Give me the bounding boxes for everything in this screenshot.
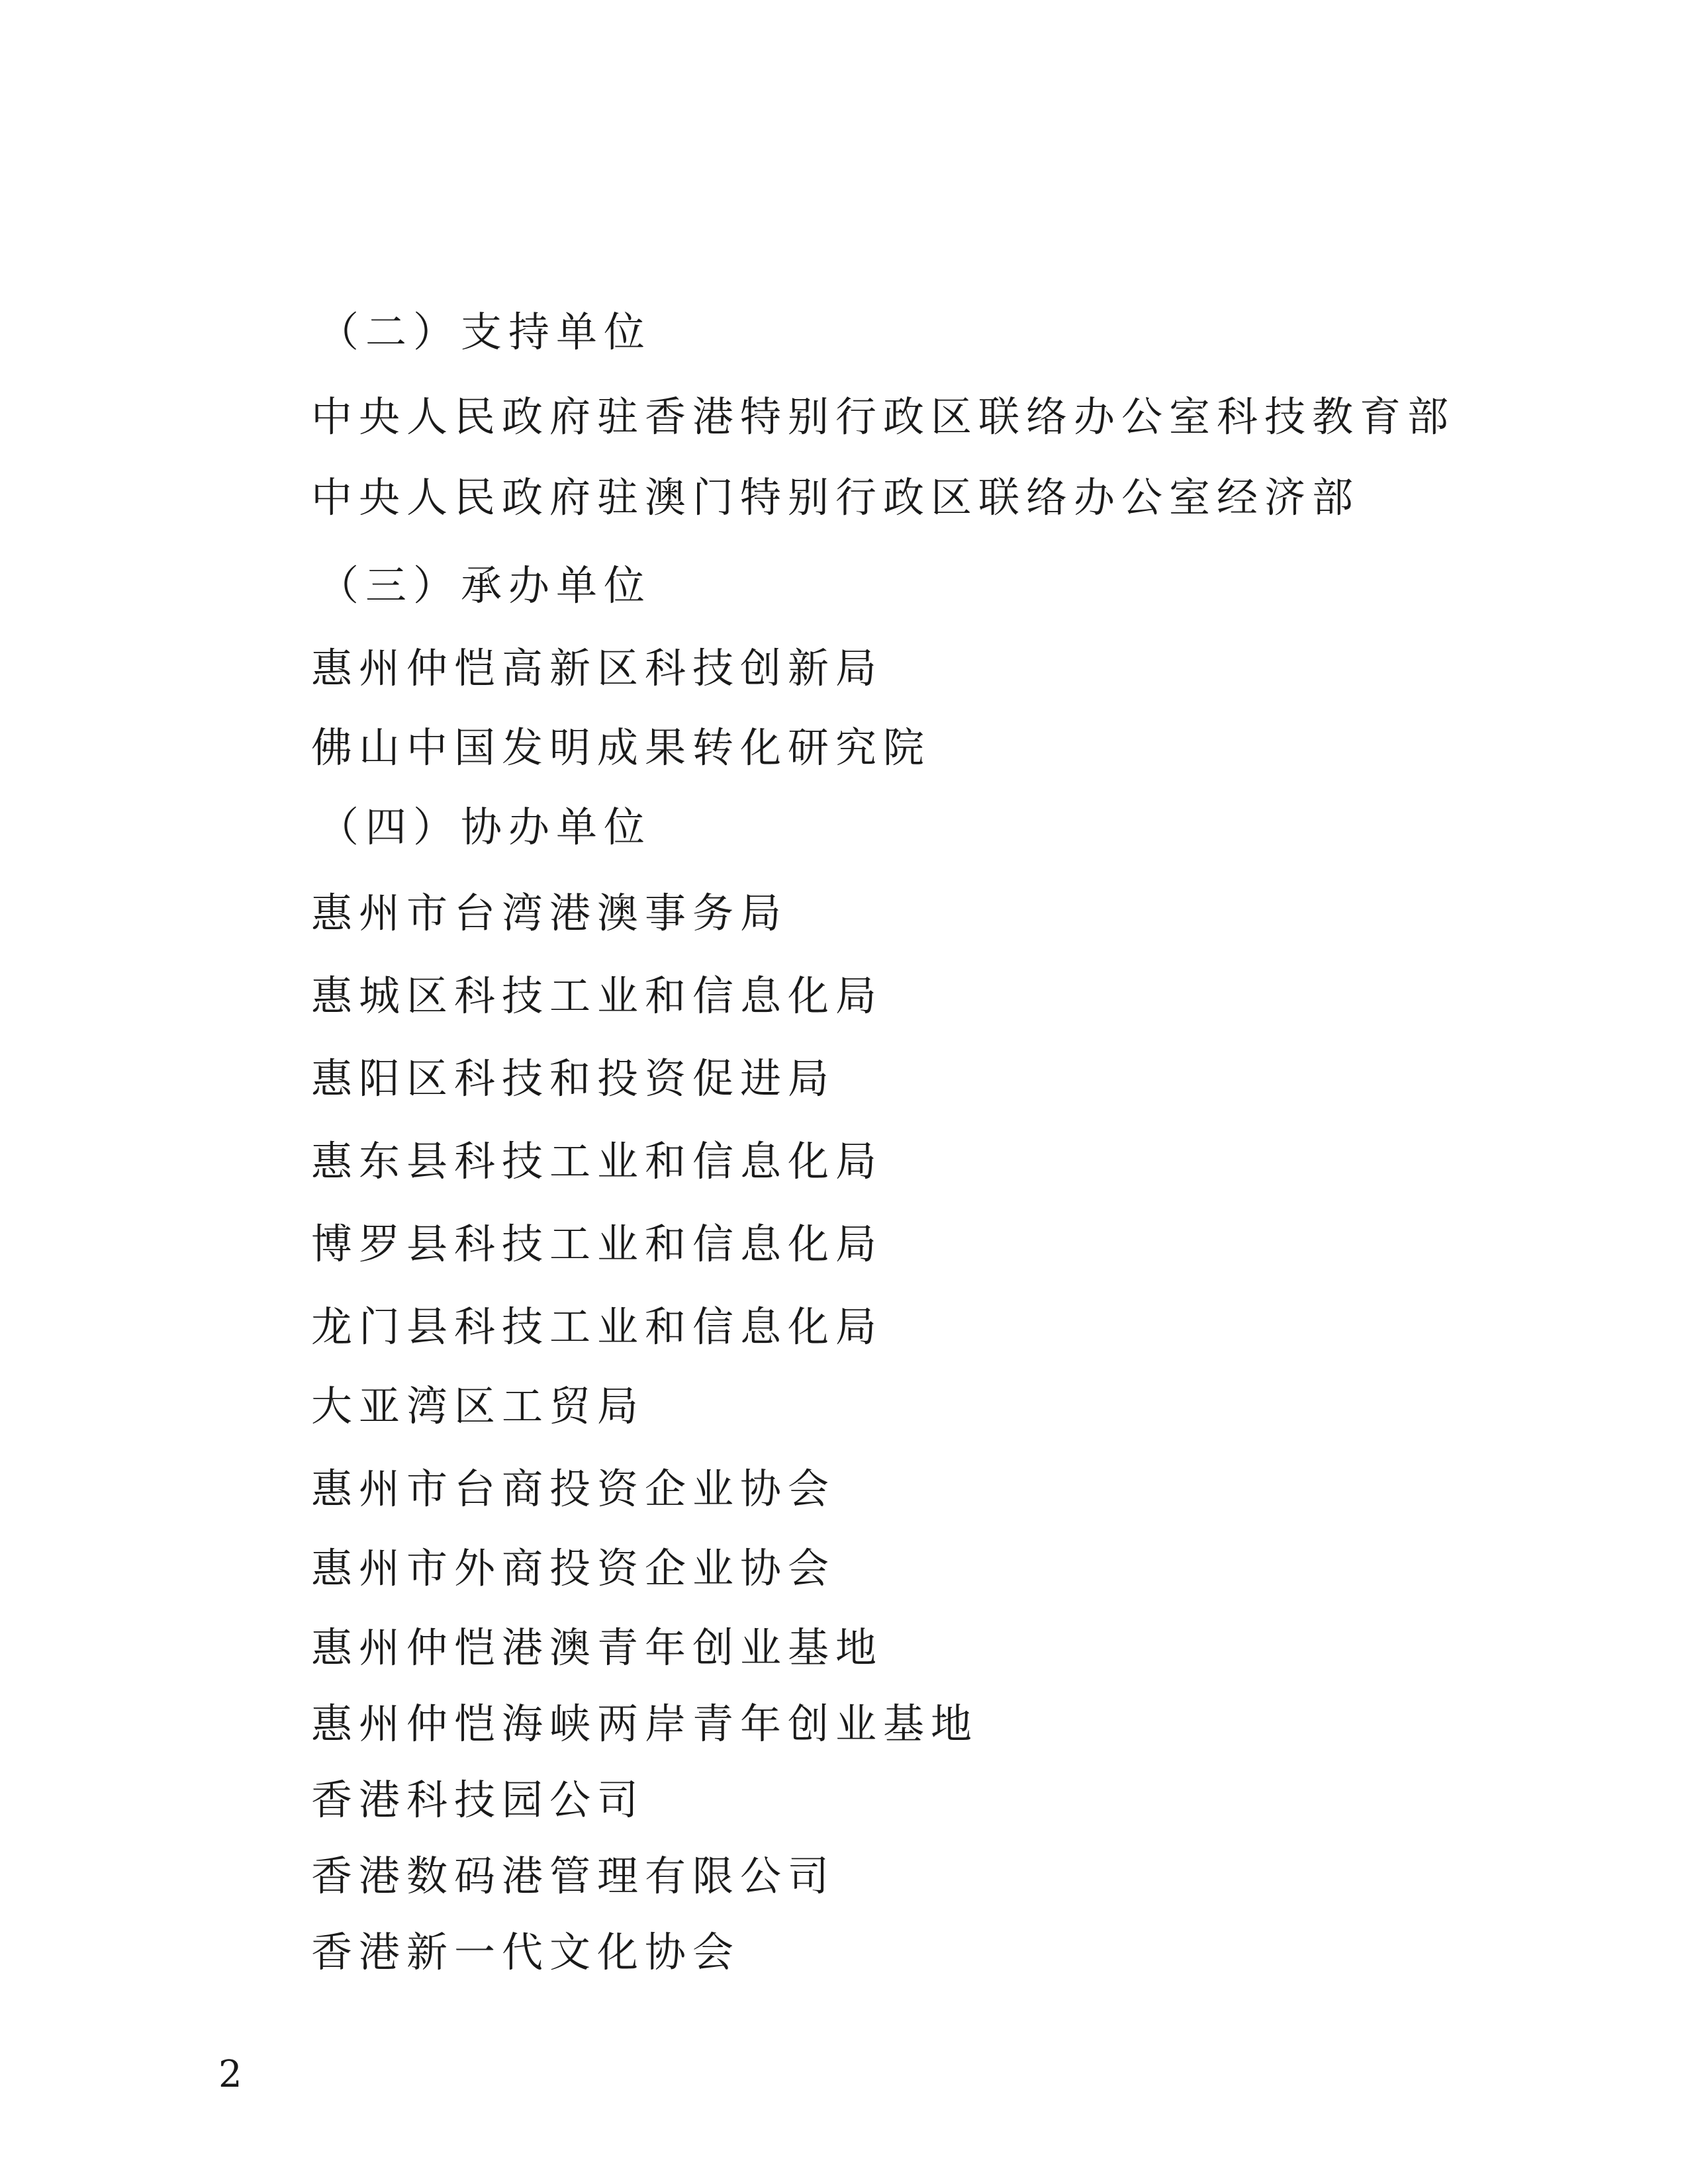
list-item: 香港新一代文化协会 xyxy=(311,1928,741,1976)
list-item: 大亚湾区工贸局 xyxy=(311,1382,645,1430)
list-item: 中央人民政府驻澳门特别行政区联络办公室经济部 xyxy=(311,473,1360,522)
list-item: 龙门县科技工业和信息化局 xyxy=(311,1302,884,1351)
list-item: 惠东县科技工业和信息化局 xyxy=(311,1137,884,1185)
list-item: 惠州市外商投资企业协会 xyxy=(311,1544,836,1592)
list-item: 惠阳区科技和投资促进局 xyxy=(311,1054,836,1103)
list-item: 佛山中国发明成果转化研究院 xyxy=(311,723,931,772)
list-item: 惠州仲恺海峡两岸青年创业基地 xyxy=(311,1700,979,1748)
list-item: 香港科技园公司 xyxy=(311,1776,645,1824)
section-heading-organizer: （三）承办单位 xyxy=(318,561,652,610)
section-heading-support: （二）支持单位 xyxy=(318,308,652,356)
page-number: 2 xyxy=(218,2053,242,2096)
list-item: 惠城区科技工业和信息化局 xyxy=(311,972,884,1020)
list-item: 博罗县科技工业和信息化局 xyxy=(311,1220,884,1268)
list-item: 惠州市台商投资企业协会 xyxy=(311,1465,836,1513)
list-item: 惠州仲恺高新区科技创新局 xyxy=(311,644,884,692)
list-item: 惠州仲恺港澳青年创业基地 xyxy=(311,1623,884,1672)
list-item: 中央人民政府驻香港特别行政区联络办公室科技教育部 xyxy=(311,392,1456,441)
section-heading-co-organizer: （四）协办单位 xyxy=(318,803,652,851)
list-item: 香港数码港管理有限公司 xyxy=(311,1852,836,1900)
list-item: 惠州市台湾港澳事务局 xyxy=(311,889,788,937)
